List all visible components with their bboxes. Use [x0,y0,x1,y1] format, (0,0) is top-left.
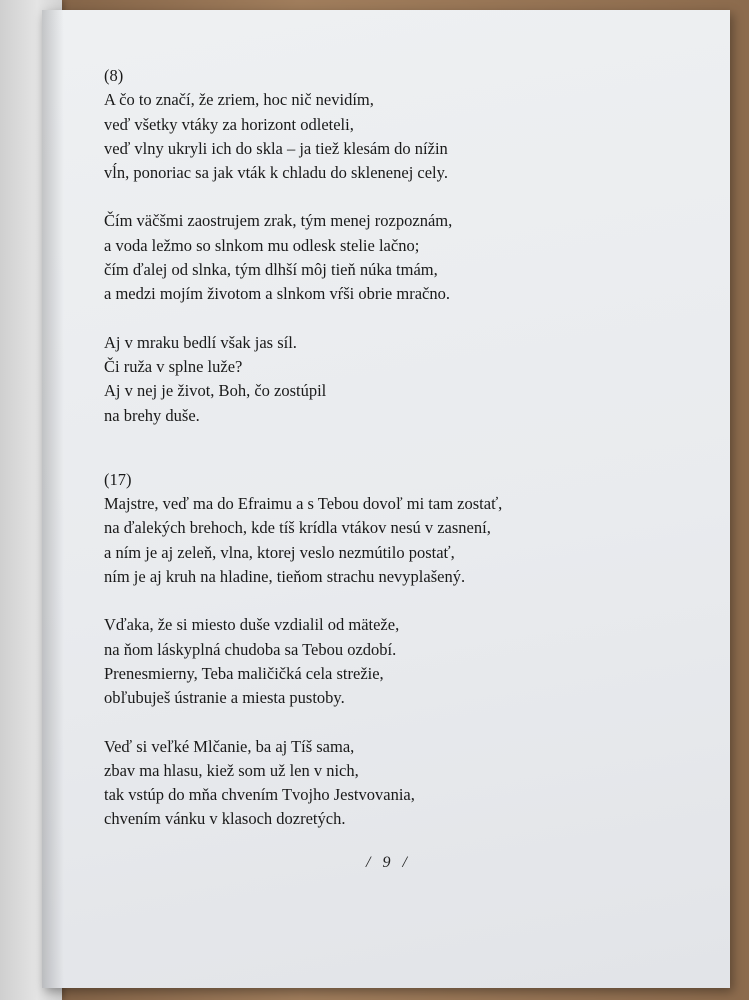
verse-line: vĺn, ponoriac sa jak vták k chladu do sklenenej cely. [104,163,448,183]
poem-8 [104,64,704,428]
verse-line: A čo to značí, že zriem, hoc nič nevidím, [104,90,374,110]
stanza [104,492,704,589]
stanza [104,331,704,428]
verse-line: Majstre, veď ma do Efraimu a s Tebou dovoľ mi tam zostať, [104,494,503,514]
verse-line: na brehy duše. [104,405,200,425]
verse-line: na ňom láskyplná chudoba sa Tebou ozdobí. [104,639,397,659]
stanza [104,735,704,832]
poem-number: (8) [104,66,124,85]
verse-line: obľubuješ ústranie a miesta pustoby. [104,688,345,708]
stanza [104,209,704,306]
verse-line: veď vlny ukryli ich do skla – ja tiež klesám do nížin [104,138,448,158]
page-gutter-shadow [42,10,64,988]
verse-line: a medzi mojím životom a slnkom vŕši obrie mračno. [104,284,450,304]
verse-line: Či ruža v splne luže? [104,356,243,376]
verse-line: Čím väčšmi zaostrujem zrak, tým menej rozpoznám, [104,211,453,231]
verse-line: Vďaka, že si miesto duše vzdialil od mäteže, [104,615,400,635]
page-number: / 9 / [366,854,411,871]
poem-number: (17) [104,469,132,489]
verse-line: veď všetky vtáky za horizont odleteli, [104,114,354,134]
verse-line: čím ďalej od slnka, tým dlhší môj tieň núka tmám, [104,260,438,280]
stanza [104,88,704,185]
verse-line: a voda ležmo so slnkom mu odlesk stelie lačno; [104,235,420,255]
verse-line: ním je aj kruh na hladine, tieňom strachu nevyplašený. [104,567,466,587]
stanza [104,613,704,710]
verse-line: Aj v nej je život, Boh, čo zostúpil [104,381,327,401]
verse-line: Aj v mraku bedlí však jas síl. [104,332,297,352]
poem-17 [104,468,704,832]
verse-line: Prenesmierny, Teba maličičká cela strežie, [104,663,384,683]
poem-text-block [104,64,704,832]
verse-line: zbav ma hlasu, kiež som už len v nich, [104,760,359,780]
verse-line: chvením vánku v klasoch dozretých. [104,809,346,829]
verse-line: Veď si veľké Mlčanie, ba aj Tíš sama, [104,736,355,756]
verse-line: tak vstúp do mňa chvením Tvojho Jestvovania, [104,785,415,805]
verse-line: a ním je aj zeleň, vlna, ktorej veslo nezmútilo postať, [104,542,455,562]
verse-line: na ďalekých brehoch, kde tíš krídla vtákov nesú v zasnení, [104,518,491,538]
